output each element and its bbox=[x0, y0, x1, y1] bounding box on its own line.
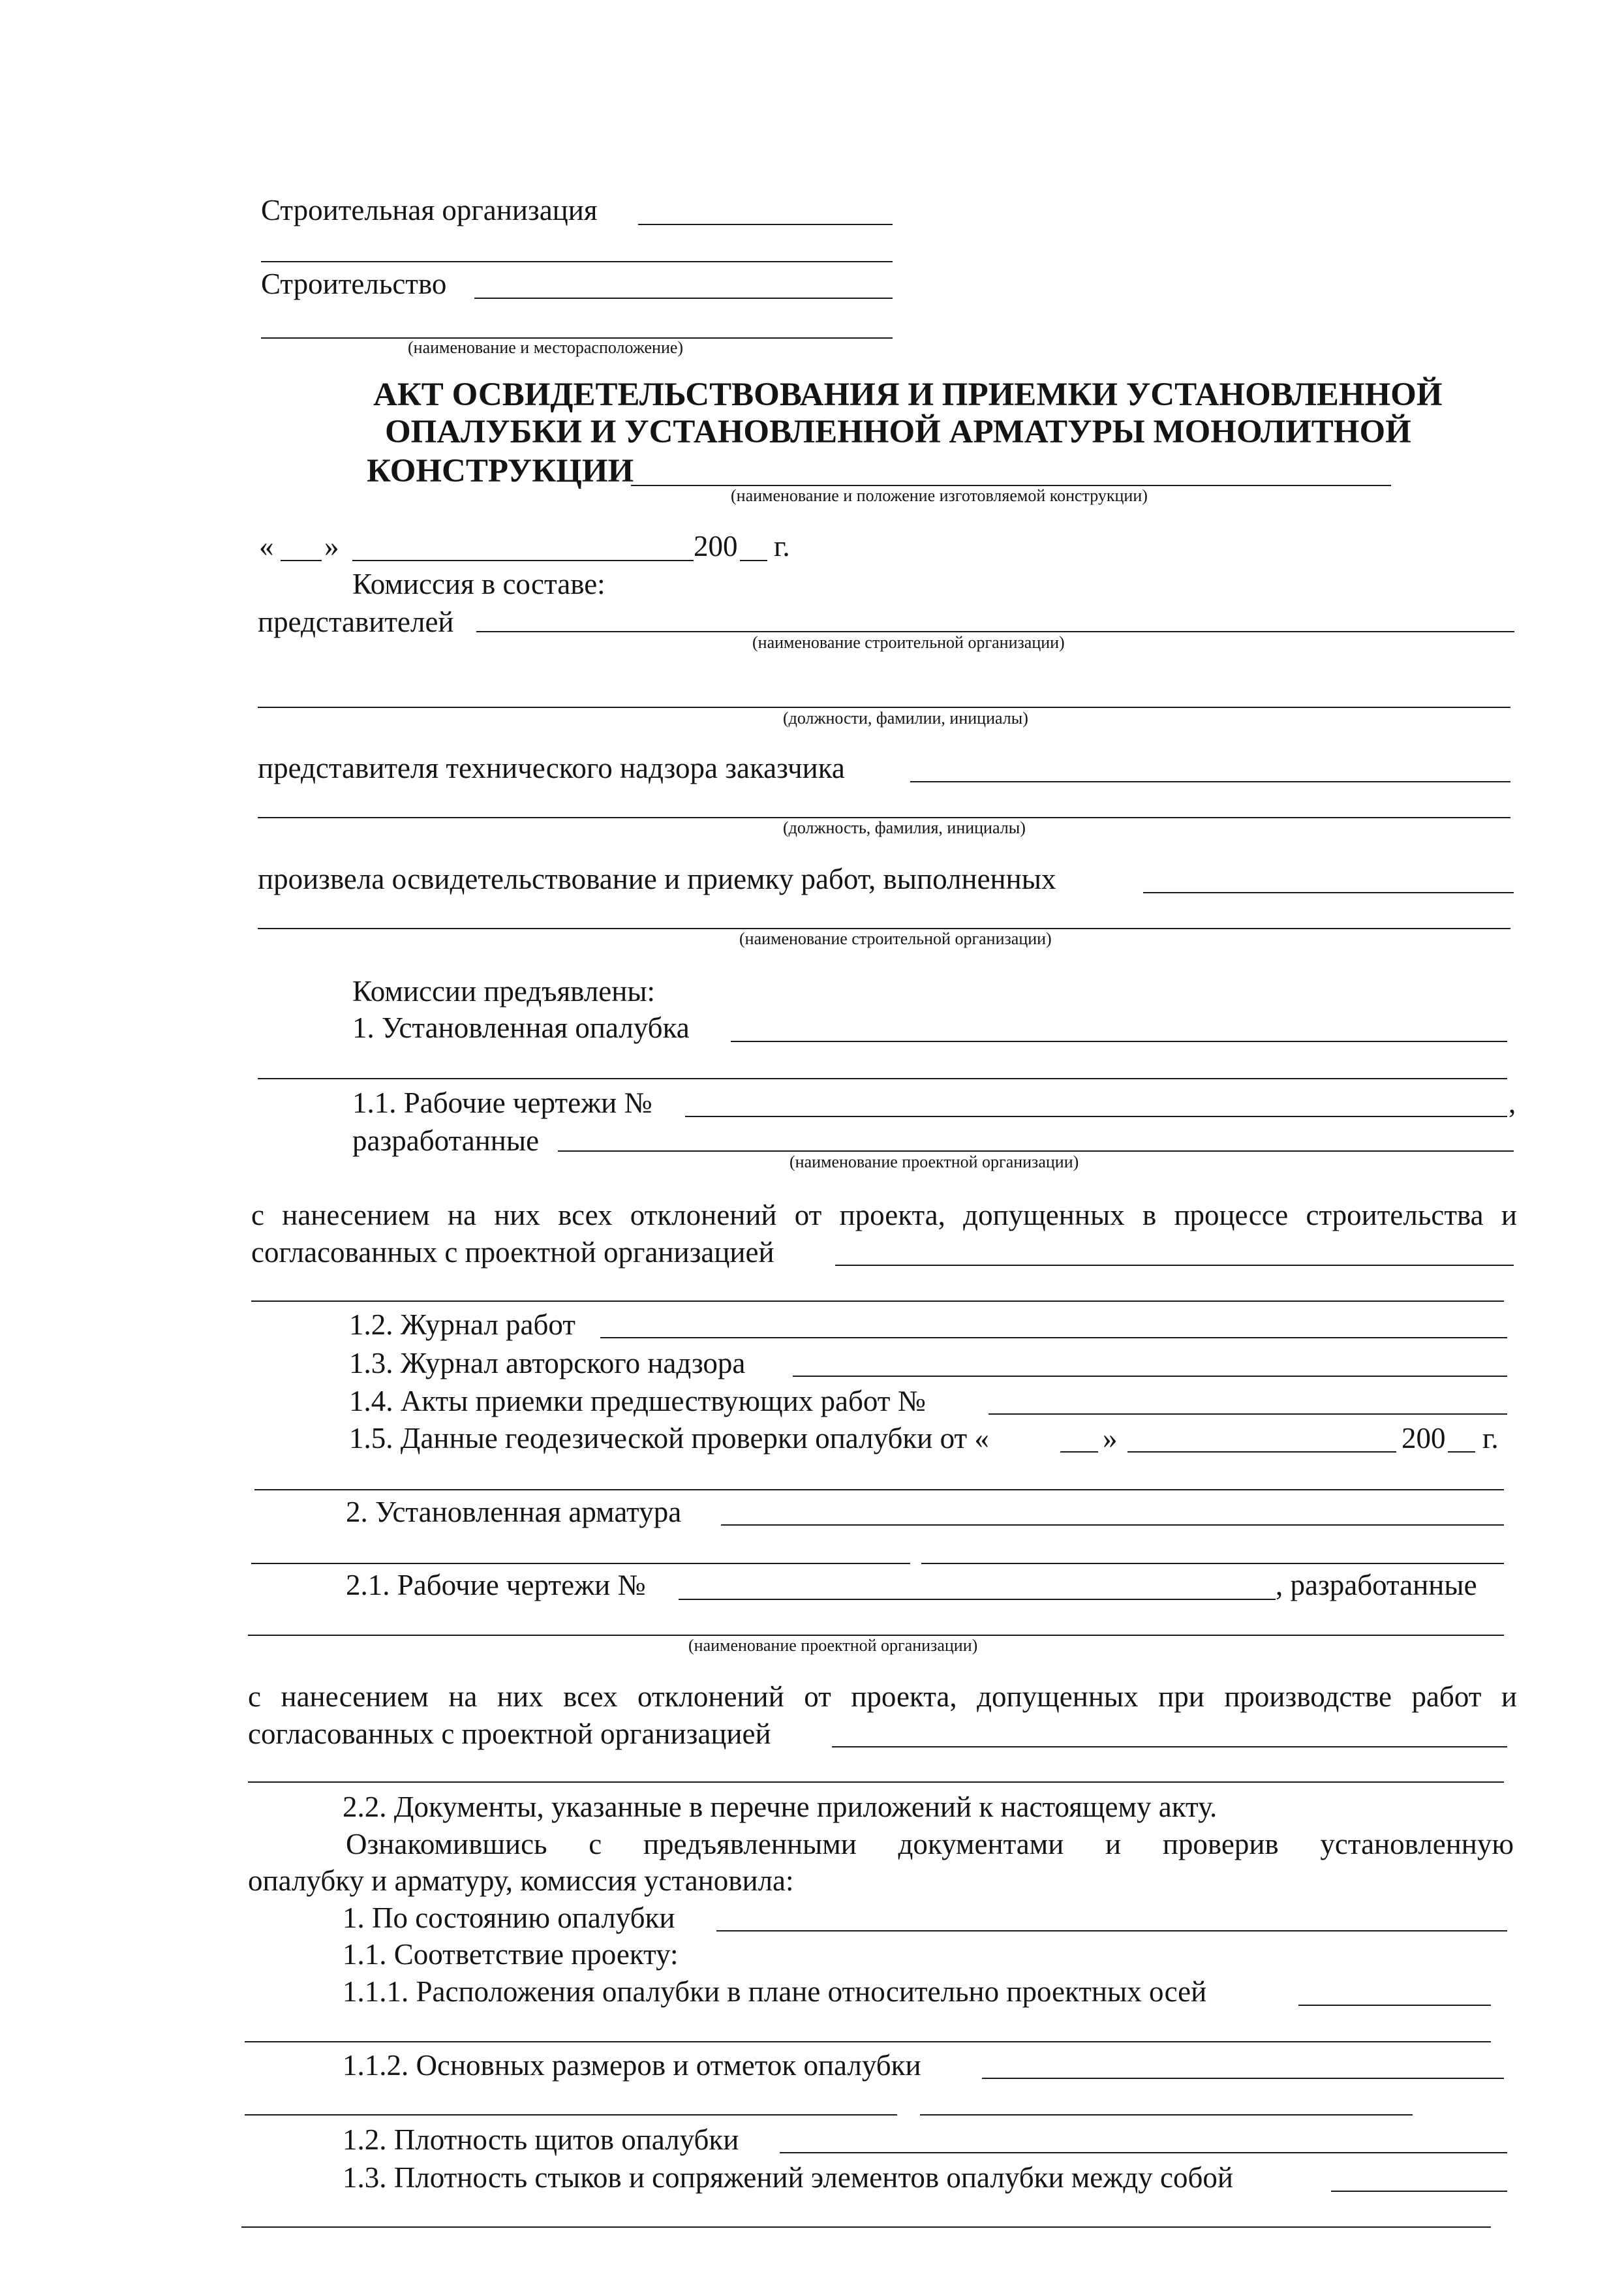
performed-caption: (наименование строительной организации) bbox=[739, 929, 1052, 948]
date-year-line[interactable] bbox=[740, 560, 767, 561]
item-2-1-caption: (наименование проектной организации) bbox=[688, 1636, 978, 1655]
act-title-line2: ОПАЛУБКИ И УСТАНОВЛЕННОЙ АРМАТУРЫ МОНОЛИТНОЙ bbox=[385, 414, 1411, 450]
tech-line[interactable] bbox=[910, 781, 1510, 782]
reps-caption: (наименование строительной организации) bbox=[752, 633, 1065, 652]
structure-caption: (наименование и положение изготовляемой конструкции) bbox=[731, 486, 1148, 505]
item-2: 2. Установленная арматура bbox=[346, 1496, 682, 1528]
deviation-text-2: согласованных с проектной организацией bbox=[251, 1236, 774, 1269]
deviation-line[interactable] bbox=[835, 1265, 1514, 1266]
deviation2-text-2: согласованных с проектной организацией bbox=[248, 1717, 771, 1750]
item-1-5-suffix: г. bbox=[1482, 1422, 1499, 1454]
finding-1-3-line[interactable] bbox=[1331, 2191, 1507, 2192]
item-2-line-2a[interactable] bbox=[251, 1563, 910, 1564]
item-1-1-dev-line[interactable] bbox=[558, 1150, 1514, 1152]
tech-label: представителя технического надзора заказчика bbox=[258, 752, 845, 784]
deviation-text-1: с нанесением на них всех отклонений от проекта, допущенных в процессе строительства и bbox=[251, 1199, 1517, 1231]
deviation2-line[interactable] bbox=[832, 1746, 1507, 1747]
item-1-1-comma: , bbox=[1509, 1086, 1516, 1119]
deviation2-text-1: с нанесением на них всех отклонений от проекта, допущенных при производстве работ и bbox=[248, 1680, 1517, 1713]
date-month-line[interactable] bbox=[352, 560, 694, 561]
finding-1: 1. По состоянию опалубки bbox=[343, 1901, 675, 1934]
finding-1-1-1-line-2[interactable] bbox=[245, 2041, 1491, 2042]
finding-1-1: 1.1. Соответствие проекту: bbox=[343, 1938, 679, 1971]
act-title-line3: КОНСТРУКЦИИ bbox=[367, 453, 634, 489]
org-line[interactable] bbox=[638, 224, 893, 225]
date-day-line[interactable] bbox=[281, 560, 322, 561]
finding-1-2: 1.2. Плотность щитов опалубки bbox=[343, 2123, 739, 2156]
reps-line[interactable] bbox=[476, 631, 1514, 632]
item-1-5-line-2[interactable] bbox=[254, 1489, 1504, 1490]
date-year: 200 bbox=[694, 530, 738, 562]
date-suffix: г. bbox=[774, 530, 790, 562]
item-1-5: 1.5. Данные геодезической проверки опалубки от « bbox=[349, 1422, 989, 1454]
finding-1-1-2-line[interactable] bbox=[982, 2078, 1504, 2079]
deviation2-line-2[interactable] bbox=[248, 1781, 1504, 1783]
construction-label: Строительство bbox=[261, 268, 447, 300]
date-close-quote: » bbox=[324, 530, 339, 562]
finding-1-1-1-line[interactable] bbox=[1298, 2005, 1491, 2006]
commission-composition: Комиссия в составе: bbox=[352, 568, 605, 600]
act-title-line1: АКТ ОСВИДЕТЕЛЬСТВОВАНИЯ И ПРИЕМКИ УСТАНОВЛЕННОЙ bbox=[373, 377, 1443, 413]
finding-1-1-2-line-2b[interactable] bbox=[920, 2114, 1413, 2116]
finding-1-2-line[interactable] bbox=[780, 2152, 1507, 2153]
findings-intro-1: Ознакомившись с предъявленными документами и проверив установленную bbox=[346, 1828, 1514, 1860]
item-1: 1. Установленная опалубка bbox=[352, 1011, 690, 1044]
positions-caption: (должности, фамилии, инициалы) bbox=[783, 709, 1028, 728]
finding-1-1-2-line-2a[interactable] bbox=[245, 2114, 897, 2116]
construction-line[interactable] bbox=[474, 298, 893, 299]
item-1-2: 1.2. Журнал работ bbox=[349, 1308, 575, 1341]
item-1-3-line[interactable] bbox=[793, 1376, 1507, 1377]
tech-caption: (должность, фамилия, инициалы) bbox=[783, 818, 1026, 837]
item-1-3: 1.3. Журнал авторского надзора bbox=[349, 1347, 746, 1379]
org-label: Строительная организация bbox=[261, 194, 598, 226]
item-1-1-line[interactable] bbox=[685, 1116, 1507, 1117]
item-2-1-dev: , разработанные bbox=[1276, 1569, 1477, 1601]
item-1-line-2[interactable] bbox=[258, 1078, 1507, 1079]
performed-label: произвела освидетельствование и приемку работ, выполненных bbox=[258, 863, 1056, 895]
item-1-5-month-line[interactable] bbox=[1127, 1451, 1396, 1453]
finding-1-3: 1.3. Плотность стыков и сопряжений элементов опалубки между собой bbox=[343, 2161, 1233, 2194]
findings-intro-2: опалубку и арматуру, комиссия установила: bbox=[248, 1864, 794, 1897]
item-1-1-caption: (наименование проектной организации) bbox=[789, 1152, 1079, 1171]
deviation-line-2[interactable] bbox=[251, 1300, 1504, 1302]
org-line-2[interactable] bbox=[261, 261, 893, 262]
item-1-5-year: 200 bbox=[1402, 1422, 1446, 1454]
item-2-line[interactable] bbox=[721, 1524, 1504, 1526]
item-1-1: 1.1. Рабочие чертежи № bbox=[352, 1086, 652, 1119]
finding-1-line[interactable] bbox=[716, 1930, 1507, 1931]
item-1-4-line[interactable] bbox=[988, 1413, 1507, 1415]
item-1-5-close: » bbox=[1103, 1422, 1118, 1454]
item-1-1-dev: разработанные bbox=[352, 1124, 540, 1157]
item-2-line-2b[interactable] bbox=[921, 1563, 1504, 1564]
item-1-5-year-line[interactable] bbox=[1448, 1451, 1475, 1453]
item-2-1-line[interactable] bbox=[679, 1599, 1276, 1600]
finding-1-1-1: 1.1.1. Расположения опалубки в плане относительно проектных осей bbox=[343, 1975, 1207, 2008]
item-1-line[interactable] bbox=[731, 1041, 1507, 1042]
presented-heading: Комиссии предъявлены: bbox=[352, 975, 656, 1008]
item-1-4: 1.4. Акты приемки предшествующих работ № bbox=[349, 1385, 926, 1417]
performed-line[interactable] bbox=[1143, 892, 1514, 893]
finding-1-1-2: 1.1.2. Основных размеров и отметок опалубки bbox=[343, 2049, 921, 2082]
item-2-1: 2.1. Рабочие чертежи № bbox=[346, 1569, 646, 1601]
item-1-2-line[interactable] bbox=[600, 1337, 1507, 1338]
date-open-quote: « bbox=[259, 530, 274, 562]
reps-label: представителей bbox=[258, 606, 454, 638]
construction-caption: (наименование и месторасположение) bbox=[408, 338, 684, 357]
positions-line[interactable] bbox=[258, 707, 1510, 708]
finding-1-3-line-2[interactable] bbox=[241, 2226, 1491, 2228]
item-2-2: 2.2. Документы, указанные в перечне приложений к настоящему акту. bbox=[343, 1791, 1218, 1823]
item-1-5-day-line[interactable] bbox=[1060, 1451, 1098, 1453]
